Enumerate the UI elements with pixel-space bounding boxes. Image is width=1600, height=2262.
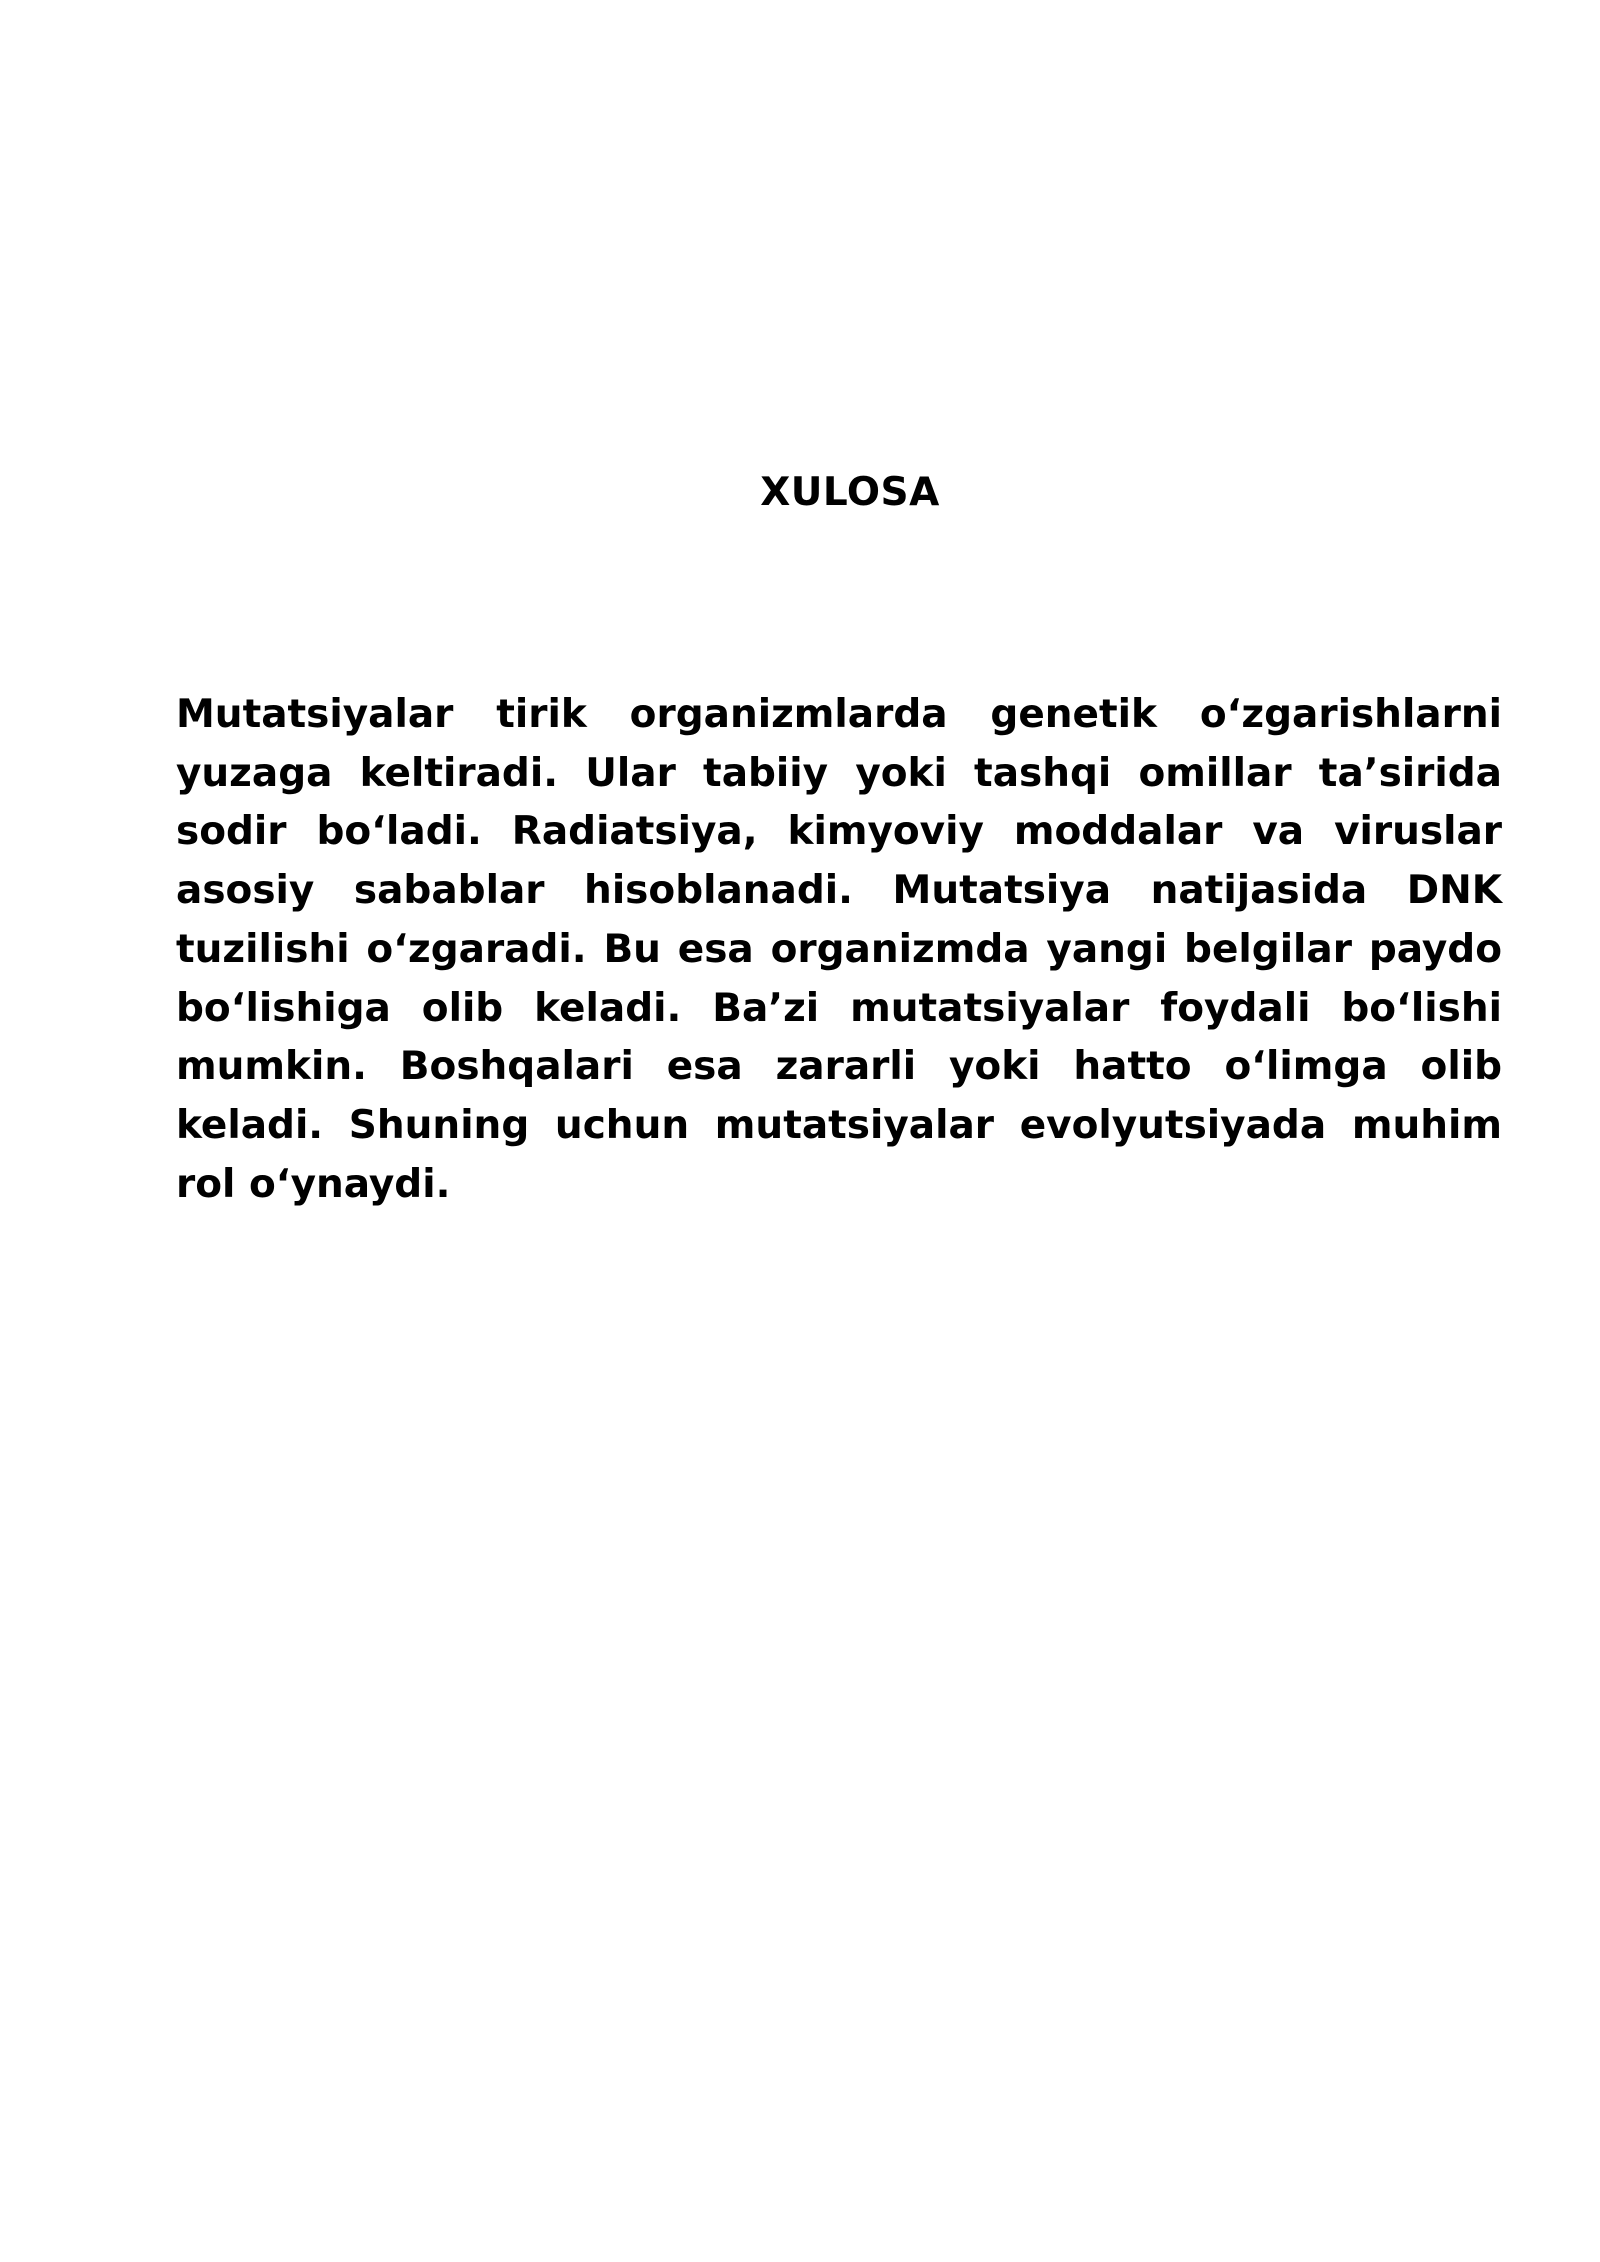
page-title: XULOSA	[760, 470, 940, 515]
conclusion-paragraph: Mutatsiyalar tirik organizmlarda genetik o‘zgarishlarni yuzaga keltiradi. Ular tabiiy yoki tashqi omillar ta’sirida sodir bo‘ladi. Radiatsiya, kimyoviy moddalar va viruslar asosiy sabablar hisoblanadi. Mutatsiya natijasida DNK tuzilishi o‘zgaradi. Bu esa organizmda yangi belgilar paydo bo‘lishiga olib keladi. Ba’zi mutatsiyalar foydali bo‘lishi mumkin. Boshqalari esa zararli yoki hatto o‘limga olib keladi. Shuning uchun mutatsiyalar evolyutsiyada muhim rol o‘ynaydi.	[176, 692, 1502, 1207]
